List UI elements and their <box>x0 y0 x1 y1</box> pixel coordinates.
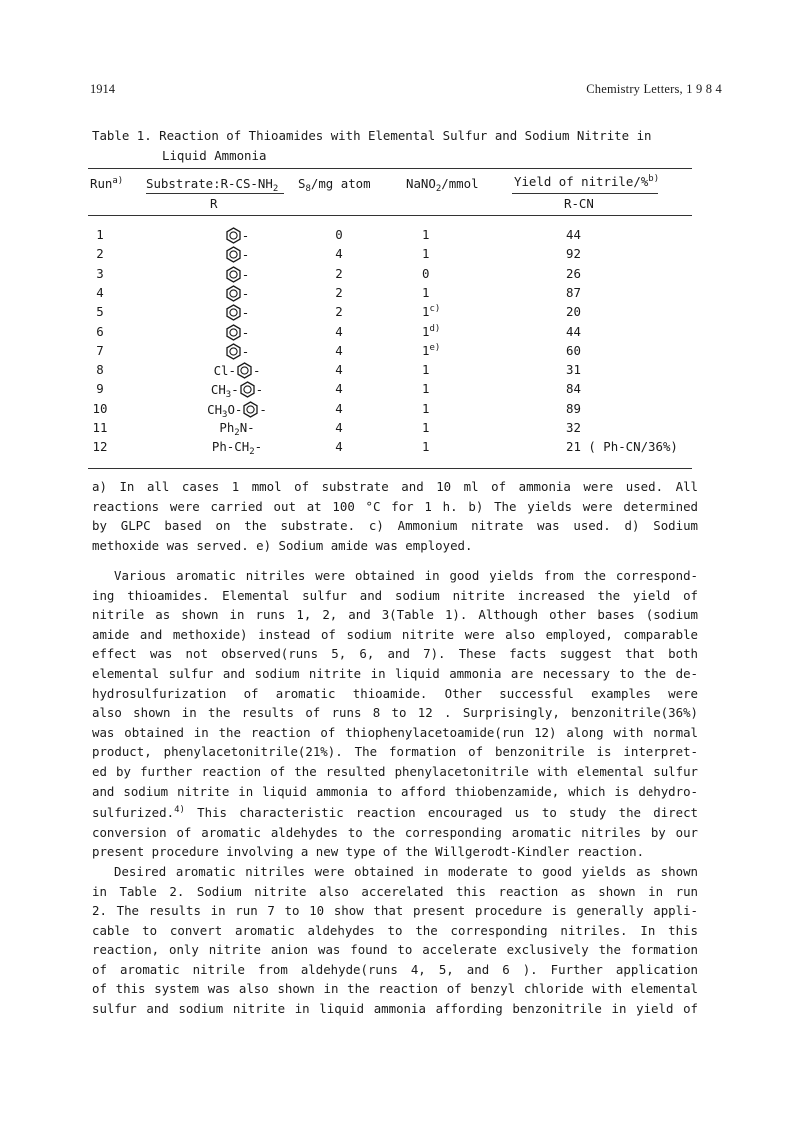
body-line: sulfurized.$^{4)}$ This characteristic reaction encouraged us to study the direct <box>92 805 698 821</box>
cell-nano2: 1$^{e)}$ <box>422 342 441 358</box>
benzene-ring-icon <box>225 227 242 244</box>
benzene-ring-icon <box>225 343 242 360</box>
body-line: present procedure involving a new type of the Willgerodt-Kindler reaction. <box>92 844 645 860</box>
table-caption-line-2: Liquid Ammonia <box>162 148 267 163</box>
cell-nano2: 1 <box>422 439 430 455</box>
cell-nano2: 1 <box>422 420 430 435</box>
benzene-ring-icon <box>225 266 242 283</box>
body-line: Desired aromatic nitriles were obtained in moderate to good yields as shown <box>114 863 698 879</box>
benzene-ring-icon <box>225 246 242 263</box>
footnote-line: methoxide was served. e) Sodium amide was employed. <box>92 537 473 553</box>
cell-yield: 32 <box>566 420 581 435</box>
table-header <box>88 174 692 214</box>
benzene-ring-icon <box>242 401 259 418</box>
cell-run: 3 <box>96 265 104 281</box>
body-line: conversion of aromatic aldehydes to the corresponding aromatic nitriles by our <box>92 824 698 840</box>
cell-s8: 4 <box>335 381 343 397</box>
benzene-ring-icon <box>239 381 256 398</box>
cell-nano2: 1 <box>422 284 430 300</box>
body-line: Various aromatic nitriles were obtained in good yields from the correspond- <box>114 568 698 583</box>
cell-nano2: 1 <box>422 362 430 378</box>
cell-s8: 4 <box>335 342 343 358</box>
cell-s8: 4 <box>335 400 343 416</box>
cell-run: 10 <box>92 400 108 416</box>
col-header-substrate-r: R <box>210 196 218 211</box>
cell-s8: 4 <box>335 323 343 339</box>
reference-mark: 4) <box>174 805 185 816</box>
cell-run: 2 <box>96 246 104 262</box>
body-line: of aromatic nitrile from aldehyde(runs 4, 5, and 6 ). Further application <box>92 961 698 977</box>
substrate-suffix: - <box>255 382 264 398</box>
body-line: ing thioamides. Elemental sulfur and sodium nitrite increased the yield of <box>92 587 698 603</box>
yield-underline <box>512 193 658 194</box>
body-line: 2. The results in run 7 to 10 show that present procedure is generally appli- <box>92 903 698 919</box>
cell-nano2: 0 <box>422 265 430 281</box>
body-line: ed by further reaction of the resulted phenylacetonitrile with elemental sulfur <box>92 763 698 779</box>
cell-nano2: 1 <box>422 246 430 262</box>
substrate-prefix: $CH_3O-$ <box>207 401 243 420</box>
substrate-prefix: $Ph_2N-$ <box>219 420 255 438</box>
cell-s8: 4 <box>335 362 343 378</box>
col-header-yield-rcn: R-CN <box>564 196 594 211</box>
body-line: in Table 2. Sodium nitrite also accerelated this reaction as shown in run <box>92 883 698 899</box>
footnote-line: a) In all cases 1 mmol of substrate and 10 ml of ammonia were used. All <box>92 479 698 494</box>
substrate-suffix: - <box>241 266 250 282</box>
cell-substrate <box>158 304 316 321</box>
benzene-ring-icon <box>225 285 242 302</box>
cell-run: 1 <box>96 227 104 242</box>
cell-s8: 4 <box>335 439 343 455</box>
cell-substrate <box>158 439 316 457</box>
col-header-yield: Yield of nitrile/%$^{b)}$ <box>514 174 660 189</box>
cell-yield: 20 <box>566 304 581 320</box>
body-line: was obtained in the reaction of thiophenylacetoamide(run 12) along with normal <box>92 724 698 740</box>
substrate-suffix: - <box>241 324 250 340</box>
table-row <box>88 342 692 361</box>
cell-yield: 26 <box>566 265 581 281</box>
cell-s8: 4 <box>335 420 343 435</box>
cell-yield: 87 <box>566 284 581 300</box>
substrate-suffix: - <box>252 363 261 379</box>
cell-substrate <box>158 246 316 263</box>
cell-s8: 2 <box>335 265 343 281</box>
col-header-run: Run$^{a)}$ <box>90 176 124 191</box>
body-line: nitrile as shown in runs 1, 2, and 3(Table 1). Although other bases (sodium <box>92 607 698 623</box>
cell-substrate <box>158 381 316 400</box>
footnote-line: by GLPC based on the substrate. c) Ammonium nitrate was used. d) Sodium <box>92 518 698 534</box>
cell-yield: 31 <box>566 362 581 378</box>
table-footnotes <box>92 477 698 555</box>
table-bottom-rule <box>88 468 692 469</box>
table-row <box>88 284 692 303</box>
cell-s8: 0 <box>335 227 343 242</box>
cell-run: 5 <box>96 304 104 320</box>
cell-nano2: 1$^{c)}$ <box>422 304 441 320</box>
body-line: effect was not observed(runs 5, 6, and 7). These facts suggest that both <box>92 646 698 662</box>
table-row <box>88 245 692 264</box>
benzene-ring-icon <box>225 304 242 321</box>
table-row <box>88 380 692 399</box>
cell-s8: 2 <box>335 304 343 320</box>
cell-run: 4 <box>96 284 104 300</box>
substrate-prefix: Cl- <box>213 363 236 379</box>
table-row <box>88 419 692 438</box>
cell-yield: 89 <box>566 400 581 416</box>
cell-yield: 44 <box>566 227 581 242</box>
col-header-s8: $S_8/mg$ atom <box>298 176 371 194</box>
benzene-ring-icon <box>236 362 253 379</box>
substrate-suffix: - <box>241 285 250 301</box>
cell-nano2: 1$^{d)}$ <box>422 323 441 339</box>
cell-substrate <box>158 227 316 244</box>
cell-run: 8 <box>96 362 104 378</box>
cell-nano2: 1 <box>422 381 430 397</box>
substrate-suffix: - <box>241 228 250 243</box>
cell-yield: 84 <box>566 381 581 397</box>
body-line: of this system was also shown in the reaction of benzyl chloride with elemental <box>92 981 698 997</box>
cell-run: 9 <box>96 381 104 397</box>
cell-run: 12 <box>92 439 108 455</box>
cell-nano2: 1 <box>422 227 430 242</box>
table-top-rule <box>88 168 692 169</box>
cell-substrate <box>158 420 316 438</box>
substrate-prefix: $Ph-CH_2-$ <box>211 439 263 458</box>
substrate-underline <box>146 193 284 194</box>
substrate-suffix: - <box>259 401 267 417</box>
table-caption-line-1: Table 1. Reaction of Thioamides with Elemental Sulfur and Sodium Nitrite in <box>92 128 652 143</box>
page-header <box>90 82 722 100</box>
body-line: also shown in the results of runs 8 to 12 . Surprisingly, benzonitrile(36%) <box>92 705 698 721</box>
col-header-substrate: $Substrate:R-CS-NH_2$ <box>146 176 279 194</box>
cell-substrate <box>158 324 316 341</box>
cell-s8: 4 <box>335 246 343 262</box>
cell-yield: 21 ( Ph-CN/36%) <box>566 439 678 455</box>
cell-substrate <box>158 285 316 302</box>
substrate-suffix: - <box>241 247 250 263</box>
body-line: and sodium nitrite in liquid ammonia to afford thiobenzamide, which is dehydro- <box>92 783 698 799</box>
cell-s8: 2 <box>335 284 343 300</box>
cell-substrate <box>158 266 316 283</box>
cell-yield: 60 <box>566 342 581 358</box>
cell-nano2: 1 <box>422 400 430 416</box>
substrate-suffix: - <box>241 343 250 359</box>
cell-substrate <box>158 362 316 379</box>
table-row <box>88 226 692 245</box>
cell-yield: 44 <box>566 323 581 339</box>
table-row <box>88 303 692 322</box>
table-header-rule <box>88 215 692 216</box>
nano2-footnote-mark: d) <box>429 323 441 334</box>
cell-run: 11 <box>92 420 108 435</box>
cell-yield: 92 <box>566 246 581 262</box>
cell-substrate <box>158 343 316 360</box>
nano2-footnote-mark: c) <box>429 304 441 315</box>
page-number: 1914 <box>90 82 115 96</box>
footnote-line: reactions were carried out at 100 °C for 1 h. b) The yields were determined <box>92 498 698 514</box>
benzene-ring-icon <box>225 324 242 341</box>
body-line: elemental sulfur and sodium nitrite in liquid ammonia are necessary to the de- <box>92 665 698 681</box>
body-text <box>92 566 698 1019</box>
nano2-footnote-mark: e) <box>429 342 441 353</box>
table-row <box>88 361 692 380</box>
col-header-nano2: NaNO$_2$/mmol <box>406 176 479 194</box>
substrate-prefix: $CH_3-$ <box>210 382 239 401</box>
body-line: product, phenylacetonitrile(21%). The formation of benzonitrile is interpret- <box>92 744 698 760</box>
cell-run: 6 <box>96 323 104 339</box>
body-line: reaction, only nitrite anion was found to accelerate exclusively the formation <box>92 942 698 958</box>
body-line: cable to convert aromatic aldehydes to the corresponding nitriles. In this <box>92 922 698 938</box>
table-row <box>88 438 692 457</box>
table-row <box>88 400 692 419</box>
body-line: hydrosulfurization of aromatic thioamide. Other successful examples were <box>92 685 698 701</box>
body-line: amide and methoxide) instead of sodium nitrite were also employed, comparable <box>92 626 698 642</box>
cell-substrate <box>158 401 316 420</box>
body-line: sulfur and sodium nitrite in liquid ammonia affording benzonitrile in yield of <box>92 1001 698 1017</box>
table-row <box>88 265 692 284</box>
cell-run: 7 <box>96 342 104 358</box>
table-caption <box>92 126 652 166</box>
table-row <box>88 323 692 342</box>
journal-reference: Chemistry Letters, 1 9 8 4 <box>586 82 722 96</box>
substrate-suffix: - <box>241 305 250 321</box>
